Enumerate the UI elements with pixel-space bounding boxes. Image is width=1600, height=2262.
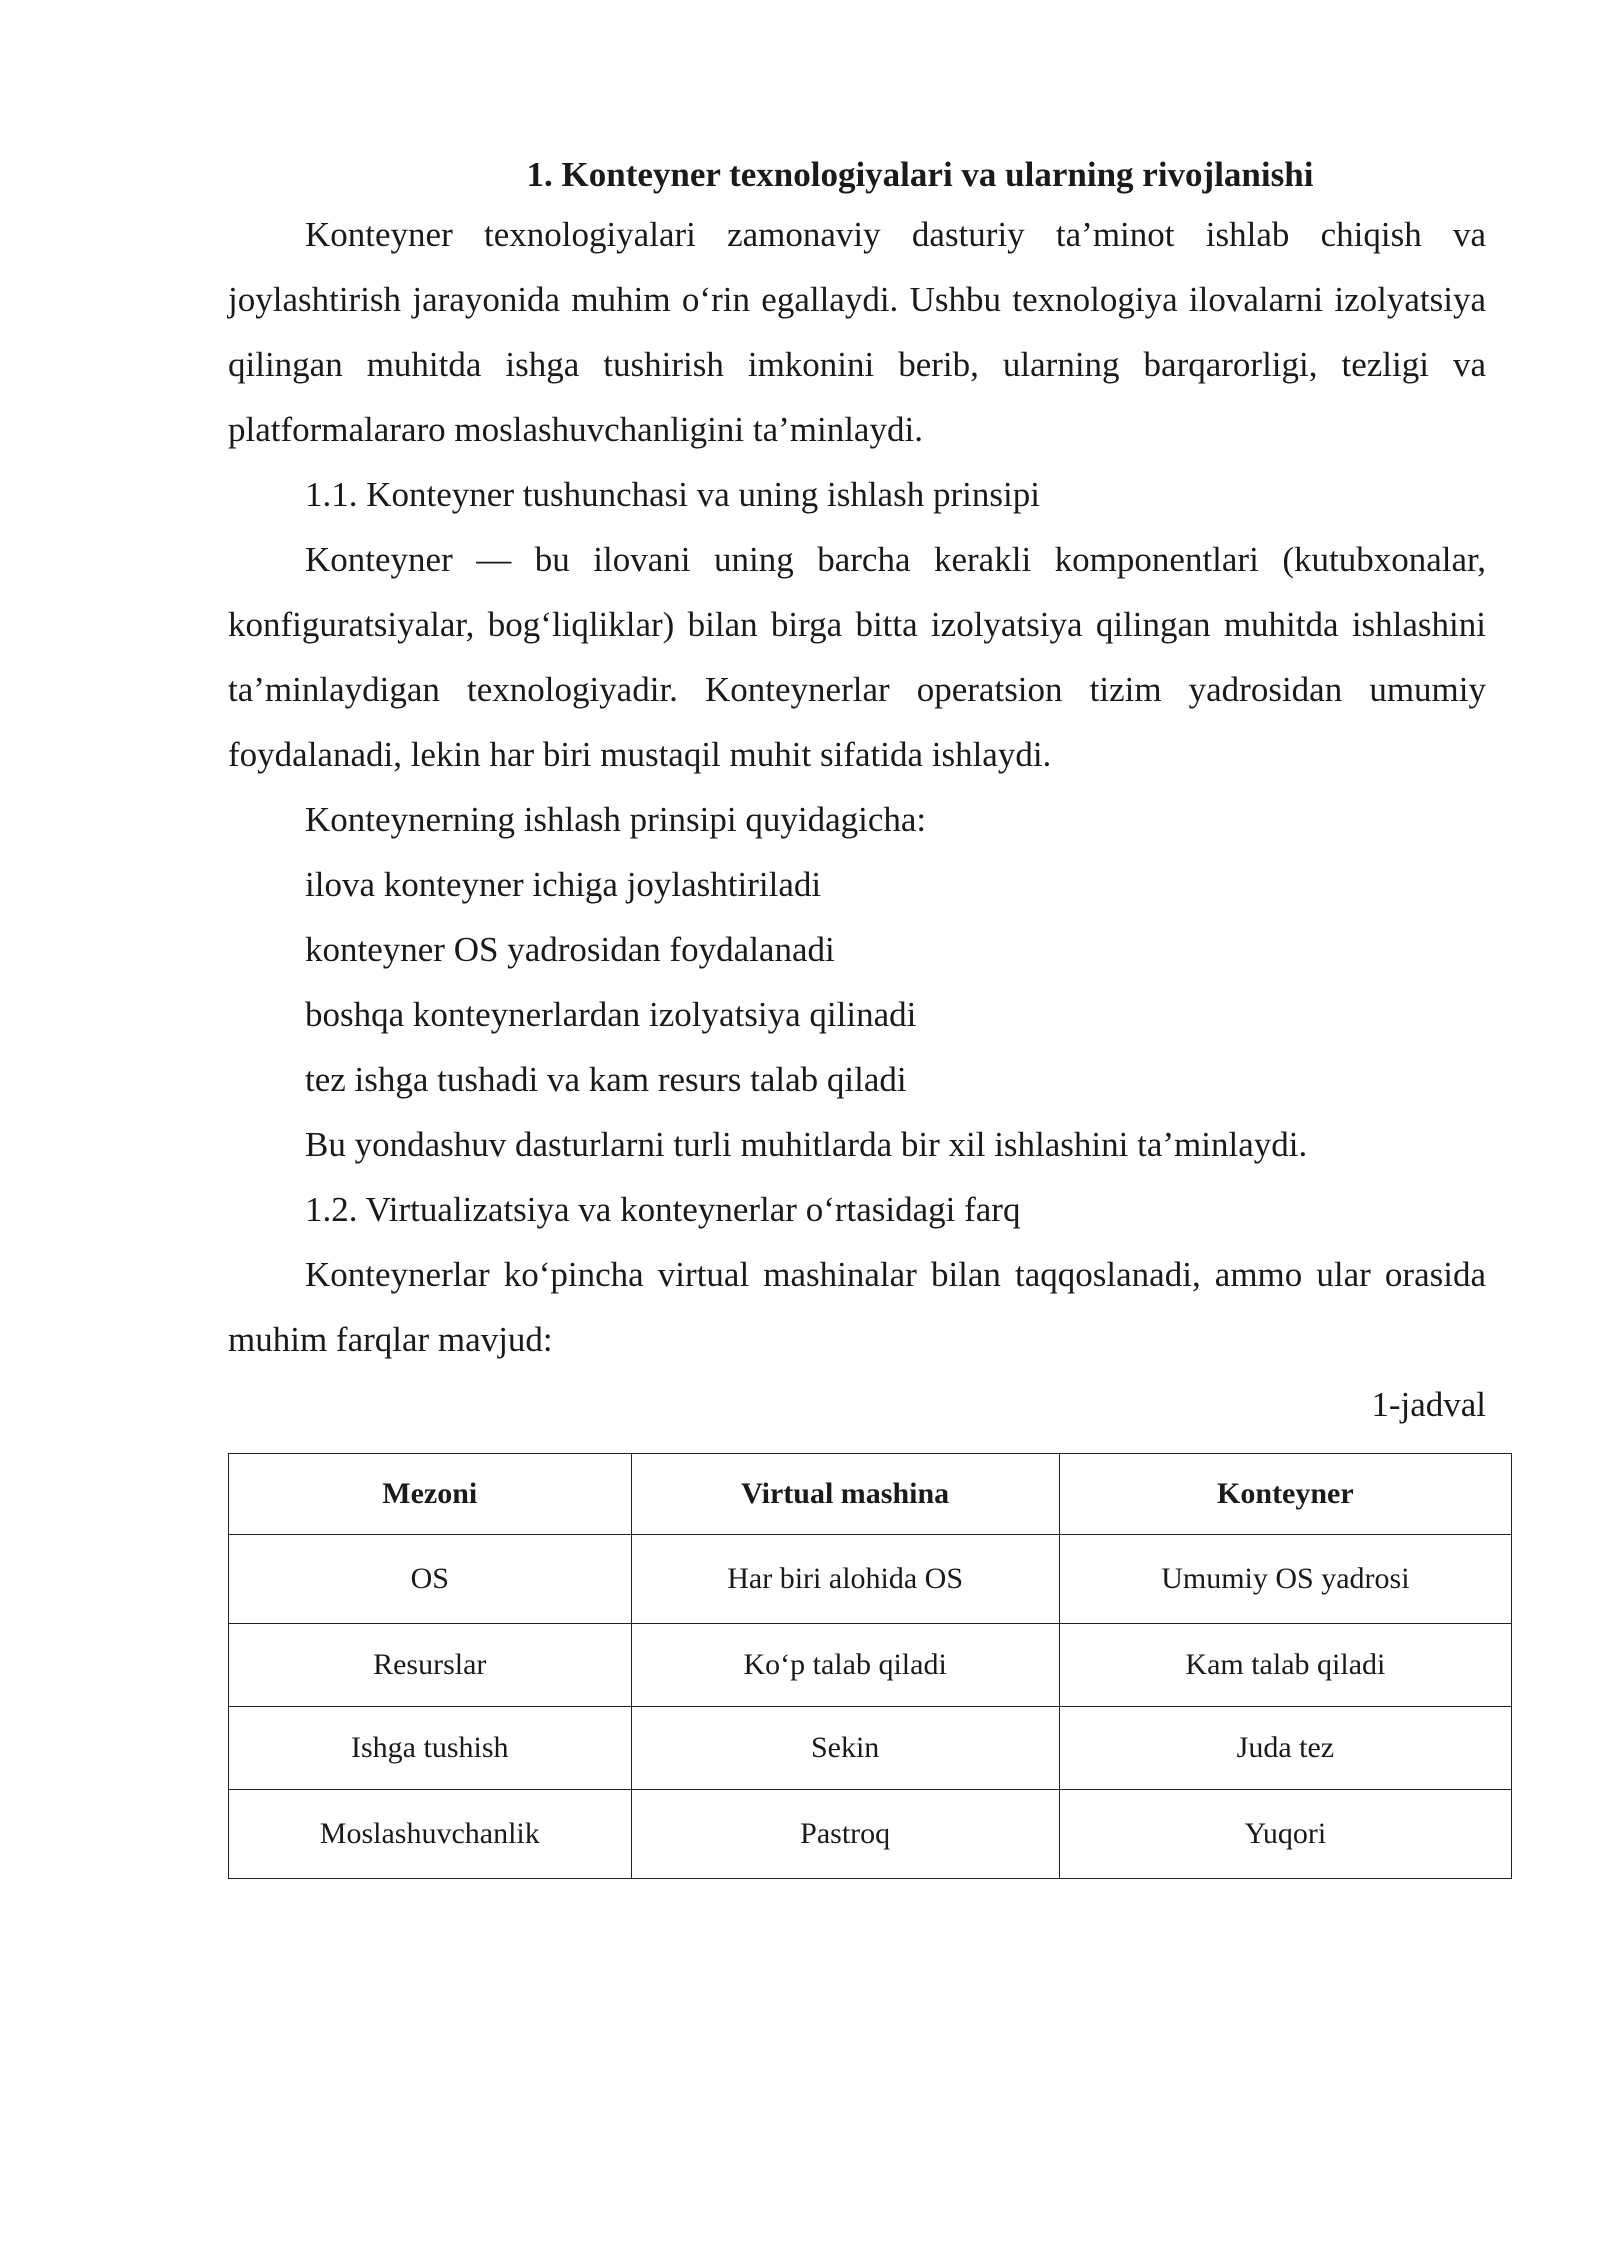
- principle-item: ilova konteyner ichiga joylashtiriladi: [305, 865, 822, 904]
- table-cell: Pastroq: [631, 1790, 1059, 1879]
- table-header-cell: Konteyner: [1059, 1454, 1511, 1535]
- principle-intro: Konteynerning ishlash prinsipi quyidagicha:: [305, 800, 927, 839]
- principle-item: konteyner OS yadrosidan foydalanadi: [305, 930, 835, 969]
- table-row: [229, 1535, 1512, 1624]
- principle-item: boshqa konteynerlardan izolyatsiya qilinadi: [305, 995, 917, 1034]
- document-body: [228, 148, 1486, 1437]
- table-header-cell: Mezoni: [229, 1454, 632, 1535]
- table-cell: Resurslar: [229, 1624, 632, 1707]
- table-cell: Kam talab qiladi: [1059, 1624, 1511, 1707]
- table-header-row: [229, 1454, 1512, 1535]
- table-header-cell: Virtual mashina: [631, 1454, 1059, 1535]
- table-cell: Umumiy OS yadrosi: [1059, 1535, 1511, 1624]
- table-row: [229, 1707, 1512, 1790]
- intro-paragraph: Konteyner texnologiyalari zamonaviy dasturiy ta’minot ishlab chiqish va joylashtirish jarayonida muhim o‘rin egallaydi. Ushbu texnologiya ilovalarni izolyatsiya qilingan muhitda ishga tushirish imkonini berib, ularning barqarorligi, tezligi va platformalararo moslashuvchanligini ta’minlaydi.: [228, 215, 1486, 449]
- table-cell: Juda tez: [1059, 1707, 1511, 1790]
- section-heading: 1. Konteyner texnologiyalari va ularning rivojlanishi: [526, 155, 1314, 194]
- table-cell: Har biri alohida OS: [631, 1535, 1059, 1624]
- comparison-table: [228, 1453, 1512, 1879]
- table-cell: Yuqori: [1059, 1790, 1511, 1879]
- table-cell: Moslashuvchanlik: [229, 1790, 632, 1879]
- principle-item: tez ishga tushadi va kam resurs talab qiladi: [305, 1060, 907, 1099]
- table-cell: OS: [229, 1535, 632, 1624]
- table-cell: Ishga tushish: [229, 1707, 632, 1790]
- table-cell: Ko‘p talab qiladi: [631, 1624, 1059, 1707]
- approach-paragraph: Bu yondashuv dasturlarni turli muhitlarda bir xil ishlashini ta’minlaydi.: [305, 1125, 1308, 1164]
- subsection-1-2-title: 1.2. Virtualizatsiya va konteynerlar o‘rtasidagi farq: [305, 1190, 1021, 1229]
- subsection-1-1-title: 1.1. Konteyner tushunchasi va uning ishlash prinsipi: [305, 475, 1040, 514]
- table-row: [229, 1790, 1512, 1879]
- comparison-intro-paragraph: Konteynerlar ko‘pincha virtual mashinalar bilan taqqoslanadi, ammo ular orasida muhim farqlar mavjud:: [228, 1255, 1486, 1359]
- table-row: [229, 1624, 1512, 1707]
- definition-paragraph: Konteyner — bu ilovani uning barcha kerakli komponentlari (kutubxonalar, konfiguratsiyalar, bog‘liqliklar) bilan birga bitta izolyatsiya qilingan muhitda ishlashini ta’minlaydigan texnologiyadir. Konteynerlar operatsion tizim yadrosidan umumiy foydalanadi, lekin har biri mustaqil muhit sifatida ishlaydi.: [228, 540, 1486, 774]
- table-caption: 1-jadval: [1371, 1385, 1486, 1424]
- table-cell: Sekin: [631, 1707, 1059, 1790]
